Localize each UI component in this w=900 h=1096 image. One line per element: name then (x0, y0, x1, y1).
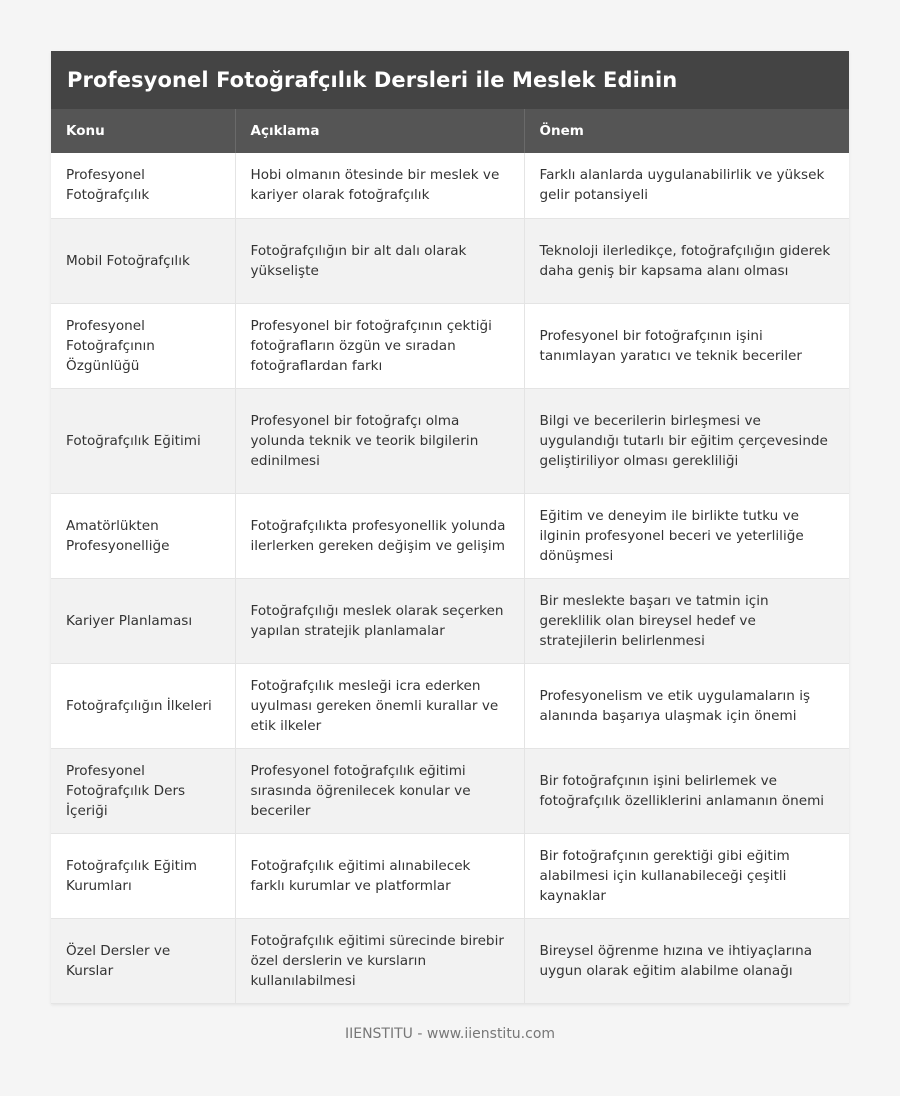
cell-aciklama: Fotoğrafçılıkta profesyonellik yolunda ilerlerken gereken değişim ve gelişim (235, 493, 524, 578)
title-bar (51, 51, 849, 109)
column-header-aciklama: Açıklama (235, 109, 524, 153)
cell-onem: Bilgi ve becerilerin birleşmesi ve uygulandığı tutarlı bir eğitim çerçevesinde geliştiriliyor olması gerekliliği (524, 388, 849, 493)
cell-konu: Profesyonel Fotoğrafçının Özgünlüğü (51, 303, 235, 388)
cell-konu: Fotoğrafçılık Eğitim Kurumları (51, 833, 235, 918)
table-card (51, 51, 849, 1004)
cell-onem: Profesyonel bir fotoğrafçının işini tanımlayan yaratıcı ve teknik beceriler (524, 303, 849, 388)
table-row (51, 918, 849, 1003)
table-header (51, 109, 849, 153)
table-row (51, 578, 849, 663)
cell-onem: Profesyonelism ve etik uygulamaların iş alanında başarıya ulaşmak için önemi (524, 663, 849, 748)
table-row (51, 218, 849, 303)
header-row (51, 109, 849, 153)
cell-onem: Bireysel öğrenme hızına ve ihtiyaçlarına uygun olarak eğitim alabilme olanağı (524, 918, 849, 1003)
cell-aciklama: Fotoğrafçılığı meslek olarak seçerken yapılan stratejik planlamalar (235, 578, 524, 663)
cell-onem: Eğitim ve deneyim ile birlikte tutku ve ilginin profesyonel beceri ve yeterliliğe dönüşmesi (524, 493, 849, 578)
cell-aciklama: Fotoğrafçılık eğitimi alınabilecek farklı kurumlar ve platformlar (235, 833, 524, 918)
table-body (51, 153, 849, 1003)
cell-konu: Fotoğrafçılığın İlkeleri (51, 663, 235, 748)
footer-credit: IIENSTITU - www.iienstitu.com (344, 1026, 556, 1042)
cell-konu: Profesyonel Fotoğrafçılık (51, 153, 235, 218)
table-row (51, 833, 849, 918)
cell-onem: Farklı alanlarda uygulanabilirlik ve yüksek gelir potansiyeli (524, 153, 849, 218)
cell-onem: Bir meslekte başarı ve tatmin için gereklilik olan bireysel hedef ve stratejilerin belirlenmesi (524, 578, 849, 663)
table-row (51, 663, 849, 748)
cell-aciklama: Profesyonel bir fotoğrafçının çektiği fotoğrafların özgün ve sıradan fotoğraflardan farkı (235, 303, 524, 388)
column-header-onem: Önem (524, 109, 849, 153)
cell-aciklama: Fotoğrafçılığın bir alt dalı olarak yükselişte (235, 218, 524, 303)
table-row (51, 493, 849, 578)
cell-aciklama: Hobi olmanın ötesinde bir meslek ve kariyer olarak fotoğrafçılık (235, 153, 524, 218)
table-row (51, 748, 849, 833)
cell-konu: Profesyonel Fotoğrafçılık Ders İçeriği (51, 748, 235, 833)
table-row (51, 153, 849, 218)
cell-konu: Amatörlükten Profesyonelliğe (51, 493, 235, 578)
cell-konu: Fotoğrafçılık Eğitimi (51, 388, 235, 493)
cell-aciklama: Fotoğrafçılık eğitimi sürecinde birebir özel derslerin ve kursların kullanılabilmesi (235, 918, 524, 1003)
page-title: Profesyonel Fotoğrafçılık Dersleri ile Meslek Edinin (67, 68, 678, 92)
cell-aciklama: Fotoğrafçılık mesleği icra ederken uyulması gereken önemli kurallar ve etik ilkeler (235, 663, 524, 748)
cell-onem: Teknoloji ilerledikçe, fotoğrafçılığın giderek daha geniş bir kapsama alanı olması (524, 218, 849, 303)
table-row (51, 388, 849, 493)
cell-konu: Kariyer Planlaması (51, 578, 235, 663)
cell-onem: Bir fotoğrafçının gerektiği gibi eğitim alabilmesi için kullanabileceği çeşitli kaynaklar (524, 833, 849, 918)
column-header-konu: Konu (51, 109, 235, 153)
cell-konu: Mobil Fotoğrafçılık (51, 218, 235, 303)
cell-konu: Özel Dersler ve Kurslar (51, 918, 235, 1003)
cell-aciklama: Profesyonel fotoğrafçılık eğitimi sırasında öğrenilecek konular ve beceriler (235, 748, 524, 833)
cell-onem: Bir fotoğrafçının işini belirlemek ve fotoğrafçılık özelliklerini anlamanın önemi (524, 748, 849, 833)
cell-aciklama: Profesyonel bir fotoğrafçı olma yolunda teknik ve teorik bilgilerin edinilmesi (235, 388, 524, 493)
data-table (51, 109, 849, 1004)
table-row (51, 303, 849, 388)
